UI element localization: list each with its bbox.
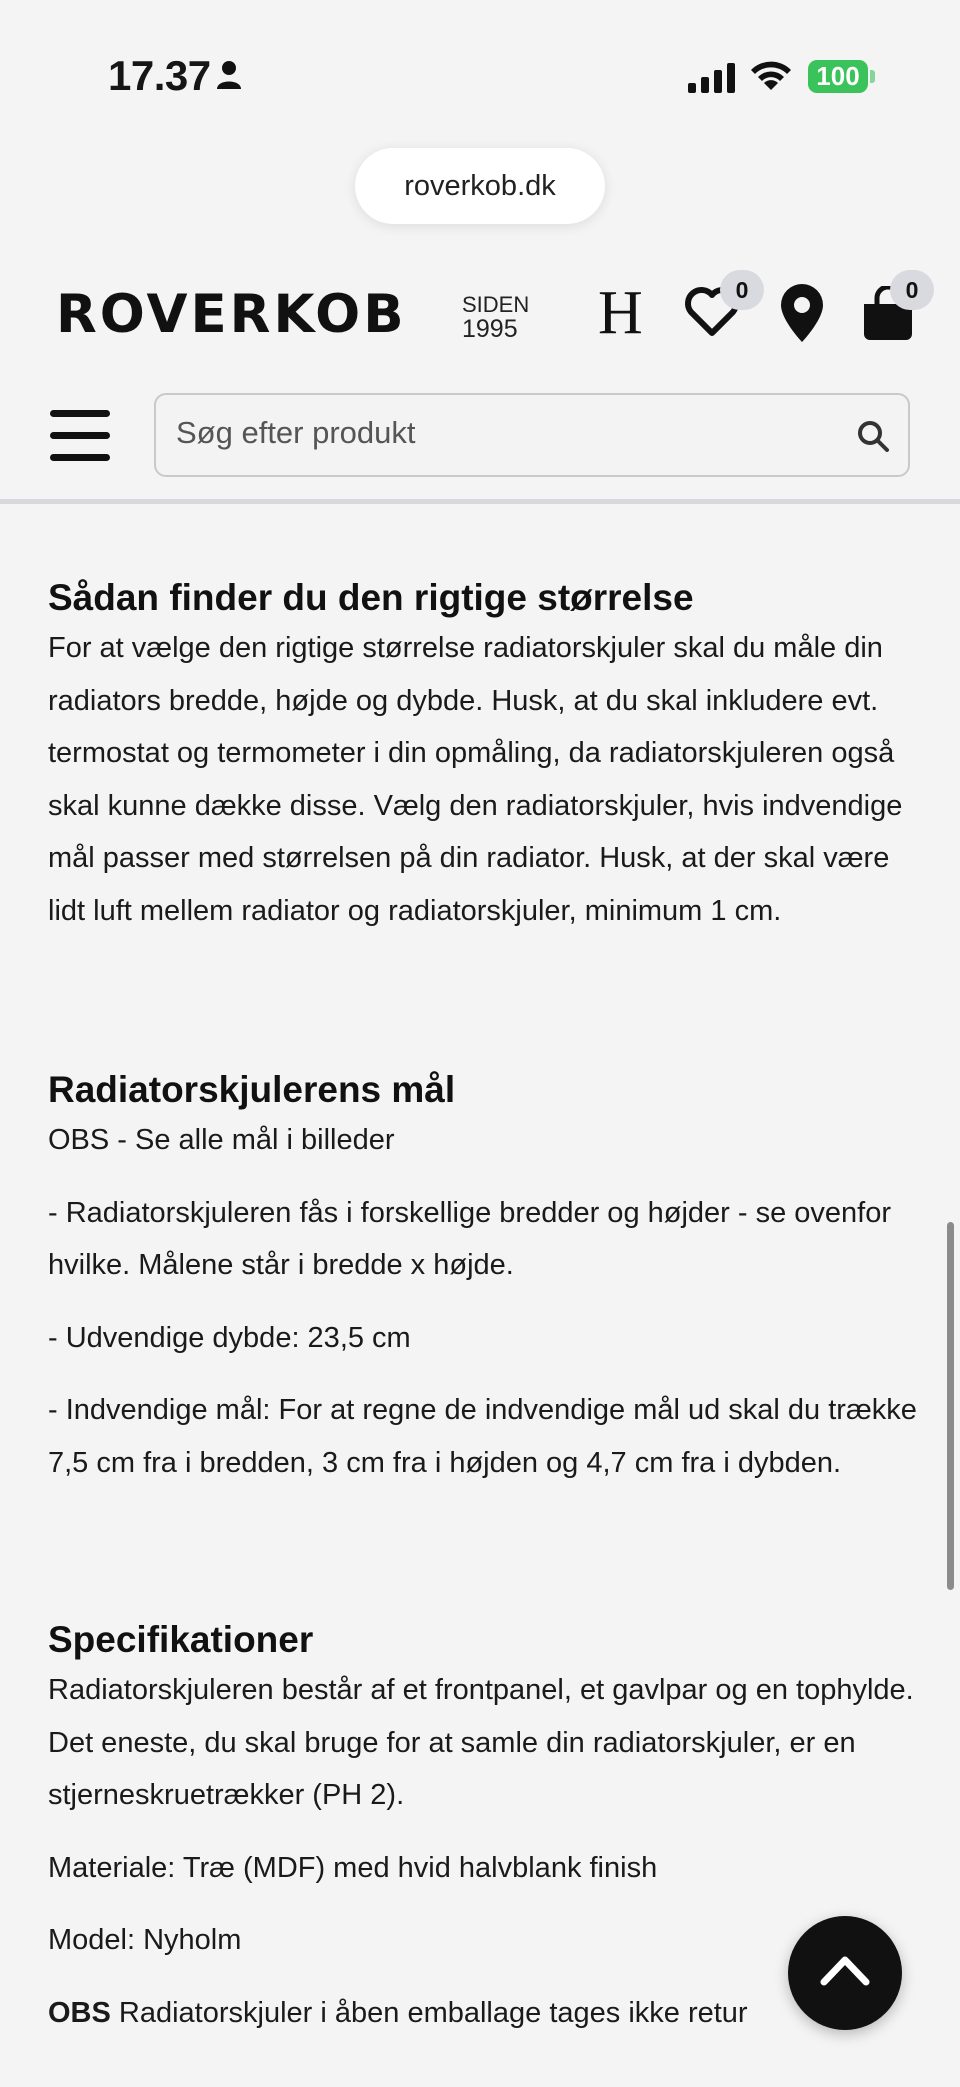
battery-tip: [870, 70, 875, 83]
specs-model: Model: Nyholm: [48, 1924, 242, 1956]
search-icon[interactable]: [856, 419, 890, 453]
battery-indicator: 100: [808, 60, 868, 93]
brand-mark[interactable]: H: [598, 279, 643, 347]
specs-obs: [48, 1987, 918, 2040]
location-pin-icon[interactable]: [778, 282, 826, 344]
logo-text: ROVERKOB: [56, 289, 407, 337]
section-title: Specifikationer: [48, 1619, 314, 1660]
wishlist-count-badge: 0: [720, 270, 764, 310]
signal-icon: [688, 62, 736, 94]
search-placeholder: Søg efter produkt: [176, 415, 416, 450]
scroll-to-top-button[interactable]: [788, 1916, 902, 2030]
size-guide-section: [48, 574, 918, 937]
menu-button[interactable]: [50, 410, 112, 462]
dimensions-item: - Indvendige mål: For at regne de indvendige mål ud skal du trække 7,5 cm fra i bredden, 3 cm fra i højden og 4,7 cm fra i dybden.: [48, 1394, 917, 1479]
dimensions-section: [48, 1066, 918, 1489]
hamburger-menu-icon-bar: [50, 454, 110, 461]
since-label: [462, 293, 529, 341]
section-title: Sådan finder du den rigtige størrelse: [48, 577, 694, 618]
search-input[interactable]: [154, 393, 910, 477]
dimensions-note: OBS - Se alle mål i billeder: [48, 1124, 395, 1156]
obs-text: Radiatorskjuler i åben emballage tages ikke retur: [110, 1996, 748, 2029]
section-title: Radiatorskjulerens mål: [48, 1069, 456, 1110]
dimensions-item: - Udvendige dybde: 23,5 cm: [48, 1321, 411, 1354]
chevron-up-icon: [818, 1950, 872, 1990]
roverkob-logo[interactable]: [56, 289, 448, 337]
since-year: 1995: [462, 315, 518, 343]
wifi-icon: [748, 58, 794, 92]
hamburger-menu-icon: [50, 410, 110, 417]
cart-count-badge: 0: [890, 270, 934, 310]
obs-label: OBS: [48, 1996, 111, 2029]
since-text: SIDEN: [462, 292, 530, 317]
specs-material: Materiale: Træ (MDF) med hvid halvblank finish: [48, 1851, 658, 1884]
url-bar[interactable]: roverkob.dk: [355, 148, 605, 224]
header-divider: [0, 499, 960, 504]
clock: 17.37: [108, 52, 211, 99]
dimensions-item: - Radiatorskjuleren fås i forskellige bredder og højder - se ovenfor hvilke. Målene står i bredde x højde.: [48, 1196, 892, 1281]
specs-body: Radiatorskjuleren består af et frontpanel, et gavlpar og en tophylde. Det eneste, du skal bruge for at samle din radiatorskjuler, er en stjerneskruetrækker (PH 2).: [48, 1674, 914, 1811]
section-body: For at vælge den rigtige størrelse radiatorskjuler skal du måle din radiators bredde, højde og dybde. Husk, at du skal inkludere evt. termostat og termometer i din opmåling, da radiatorskjuleren også skal kunne dække disse. Vælg den radiatorskjuler, hvis indvendige mål passer med størrelsen på din radiator. Husk, at der skal være lidt luft mellem radiator og radiatorskjuler, minimum 1 cm.: [48, 632, 903, 927]
status-bar: [0, 0, 960, 150]
hamburger-menu-icon-bar: [50, 432, 110, 439]
scrollbar[interactable]: [947, 1222, 954, 1590]
person-icon: [216, 60, 242, 90]
